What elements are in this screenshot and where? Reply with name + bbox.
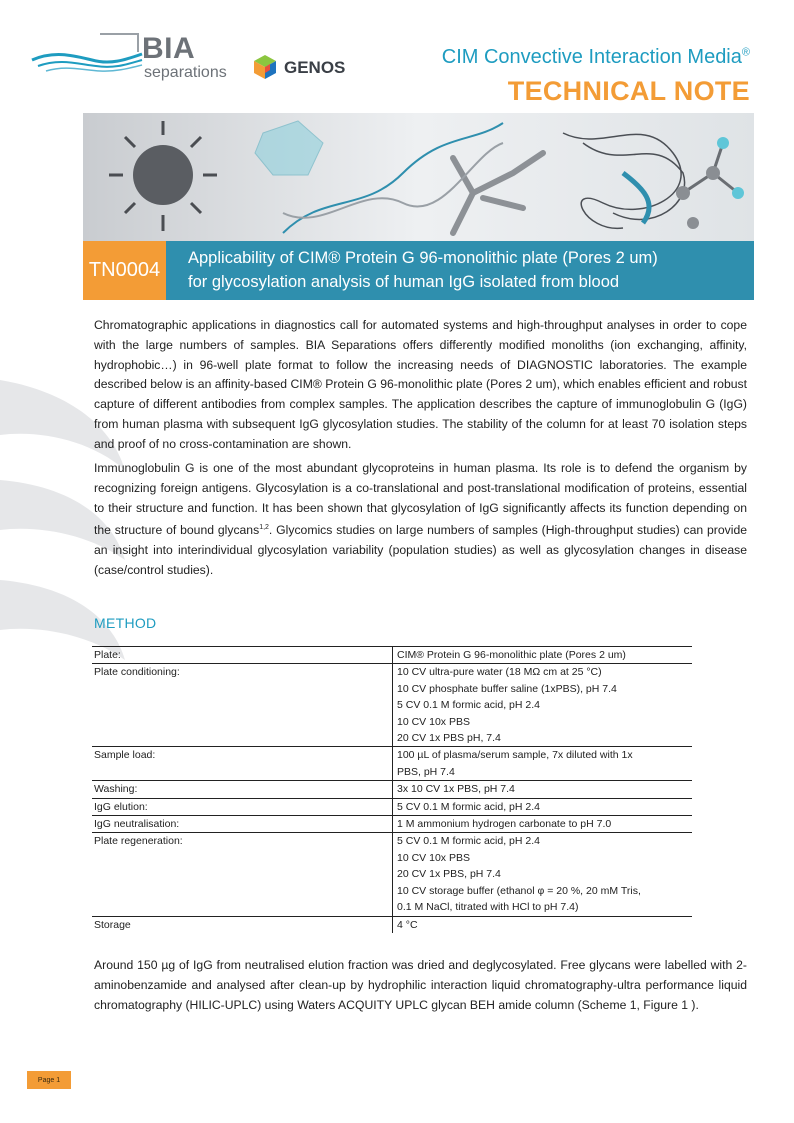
method-row-value	[393, 833, 693, 916]
method-row	[92, 916, 692, 933]
bia-wave-icon	[30, 30, 145, 80]
method-heading: METHOD	[94, 615, 157, 631]
method-value-line: 0.1 M NaCl, titrated with HCl to pH 7.4)	[397, 901, 579, 914]
logo-genos-text: GENOS	[284, 58, 346, 77]
logo-separations-text: separations	[144, 64, 227, 81]
method-row	[92, 798, 692, 815]
cim-title	[442, 46, 750, 69]
method-value-line: 10 CV storage buffer (ethanol φ = 20 %, 20 mM Tris,	[397, 884, 641, 897]
method-value-line: 10 CV 10x PBS	[397, 715, 470, 728]
method-row	[92, 816, 692, 833]
note-title-bar	[83, 241, 754, 300]
cim-title-text: CIM Convective Interaction Media	[441, 46, 742, 68]
method-row-value	[393, 647, 693, 664]
method-value-line: 5 CV 0.1 M formic acid, pH 2.4	[397, 800, 540, 813]
genos-logo	[252, 54, 362, 82]
genos-cube-icon	[252, 54, 278, 80]
note-code: TN0004	[83, 241, 166, 300]
method-row-value	[393, 816, 693, 833]
method-value-line: 100 µL of plasma/serum sample, 7x diluted with 1x	[397, 749, 633, 762]
note-title-line-2: for glycosylation analysis of human IgG isolated from blood	[188, 273, 620, 291]
method-row-value	[393, 664, 693, 747]
page-number-badge: Page 1	[27, 1071, 71, 1089]
method-row-label: IgG elution:	[92, 798, 393, 815]
logo-bia-text: BIA	[142, 32, 196, 65]
bia-separations-logo	[30, 30, 240, 90]
method-value-line: 5 CV 0.1 M formic acid, pH 2.4	[397, 835, 540, 848]
method-value-line: 10 CV 10x PBS	[397, 851, 470, 864]
method-value-line: PBS, pH 7.4	[397, 765, 455, 778]
banner-illustration	[83, 113, 754, 241]
method-row-value	[393, 747, 693, 781]
method-value-line: 5 CV 0.1 M formic acid, pH 2.4	[397, 699, 540, 712]
method-row	[92, 647, 692, 664]
note-title	[188, 246, 748, 294]
method-value-line: 10 CV ultra-pure water (18 MΩ cm at 25 °C)	[397, 666, 602, 679]
method-row	[92, 833, 692, 916]
method-value-line: 20 CV 1x PBS pH, 7.4	[397, 732, 501, 745]
note-title-line-1: Applicability of CIM® Protein G 96-monolithic plate (Pores 2 um)	[188, 249, 658, 267]
method-row-label: Storage	[94, 918, 131, 931]
closing-paragraph: Around 150 µg of IgG from neutralised elution fraction was dried and deglycosylated. Free glycans were labelled with 2-aminobenzamide and analysed after clean-up by hydrophilic interaction liquid chromatography-ultra performance liquid chromatography (HILIC-UPLC) using Waters ACQUITY UPLC glycan BEH amide column (Scheme 1, Figure 1 ).	[94, 958, 747, 1012]
method-row-label: Plate conditioning:	[92, 664, 393, 747]
method-row-label: Sample load:	[92, 747, 393, 781]
intro-paragraph-2	[94, 459, 747, 581]
method-row-label: IgG neutralisation:	[92, 816, 393, 833]
method-row-label: Plate:	[92, 647, 393, 664]
method-value-line: 1 M ammonium hydrogen carbonate to pH 7.0	[397, 818, 612, 831]
method-value-line: 20 CV 1x PBS, pH 7.4	[397, 868, 501, 881]
registered-mark: ®	[741, 46, 750, 59]
method-row	[92, 664, 692, 747]
method-row-label: Plate regeneration:	[92, 833, 393, 916]
method-row-value	[393, 916, 693, 933]
intro-paragraph-2-text-end: . Glycomics studies on large numbers of samples (High-throughput studies) can provide an insight into interindividual glycosylation variability (population studies) as well as glycosylation changes in disease (case/control studies).	[94, 523, 747, 578]
method-table	[92, 646, 692, 933]
technical-note-title: TECHNICAL NOTE	[507, 76, 750, 106]
method-row	[92, 781, 692, 798]
method-value-line: CIM® Protein G 96-monolithic plate (Pores 2 um)	[397, 649, 626, 661]
intro-paragraph-2-text: Immunoglobulin G is one of the most abundant glycoproteins in human plasma. Its role is to defend the organism by recognizing foreign antigens. Glycosylation is a co-translational and post-translational modification of proteins, essential to their structure and function. It has been shown that glycosylation of IgG significantly affects its function depending on the structure of bound glycans	[94, 461, 747, 538]
method-row-value	[393, 798, 693, 815]
intro-paragraph-1: Chromatographic applications in diagnostics call for automated systems and high-throughput analyses in order to cope with the large numbers of samples. BIA Separations offers differently modified monoliths (ion exchanging, affinity, hydrophobic…) in 96-well plate format to follow the increasing needs of DIAGNOSTIC laboratories. The example described below is an affinity-based CIM® Protein G 96-monolithic plate (Pores 2 um), which enables efficient and robust capture of different antibodies from complex samples. The application describes the capture of immunoglobulin G (IgG) from human plasma with subsequent IgG glycosylation studies. The stability of the column for at least 70 isolation steps and proof of no cross-contamination are shown.	[94, 318, 747, 451]
method-row-value	[393, 781, 693, 798]
reference-superscript: 1,2	[259, 524, 269, 532]
method-row	[92, 747, 692, 781]
method-value-line: 4 °C	[397, 918, 418, 931]
method-row-label: Washing:	[92, 781, 393, 798]
method-value-line: 10 CV phosphate buffer saline (1xPBS), pH 7.4	[397, 682, 617, 695]
method-value-line: 3x 10 CV 1x PBS, pH 7.4	[397, 783, 515, 796]
